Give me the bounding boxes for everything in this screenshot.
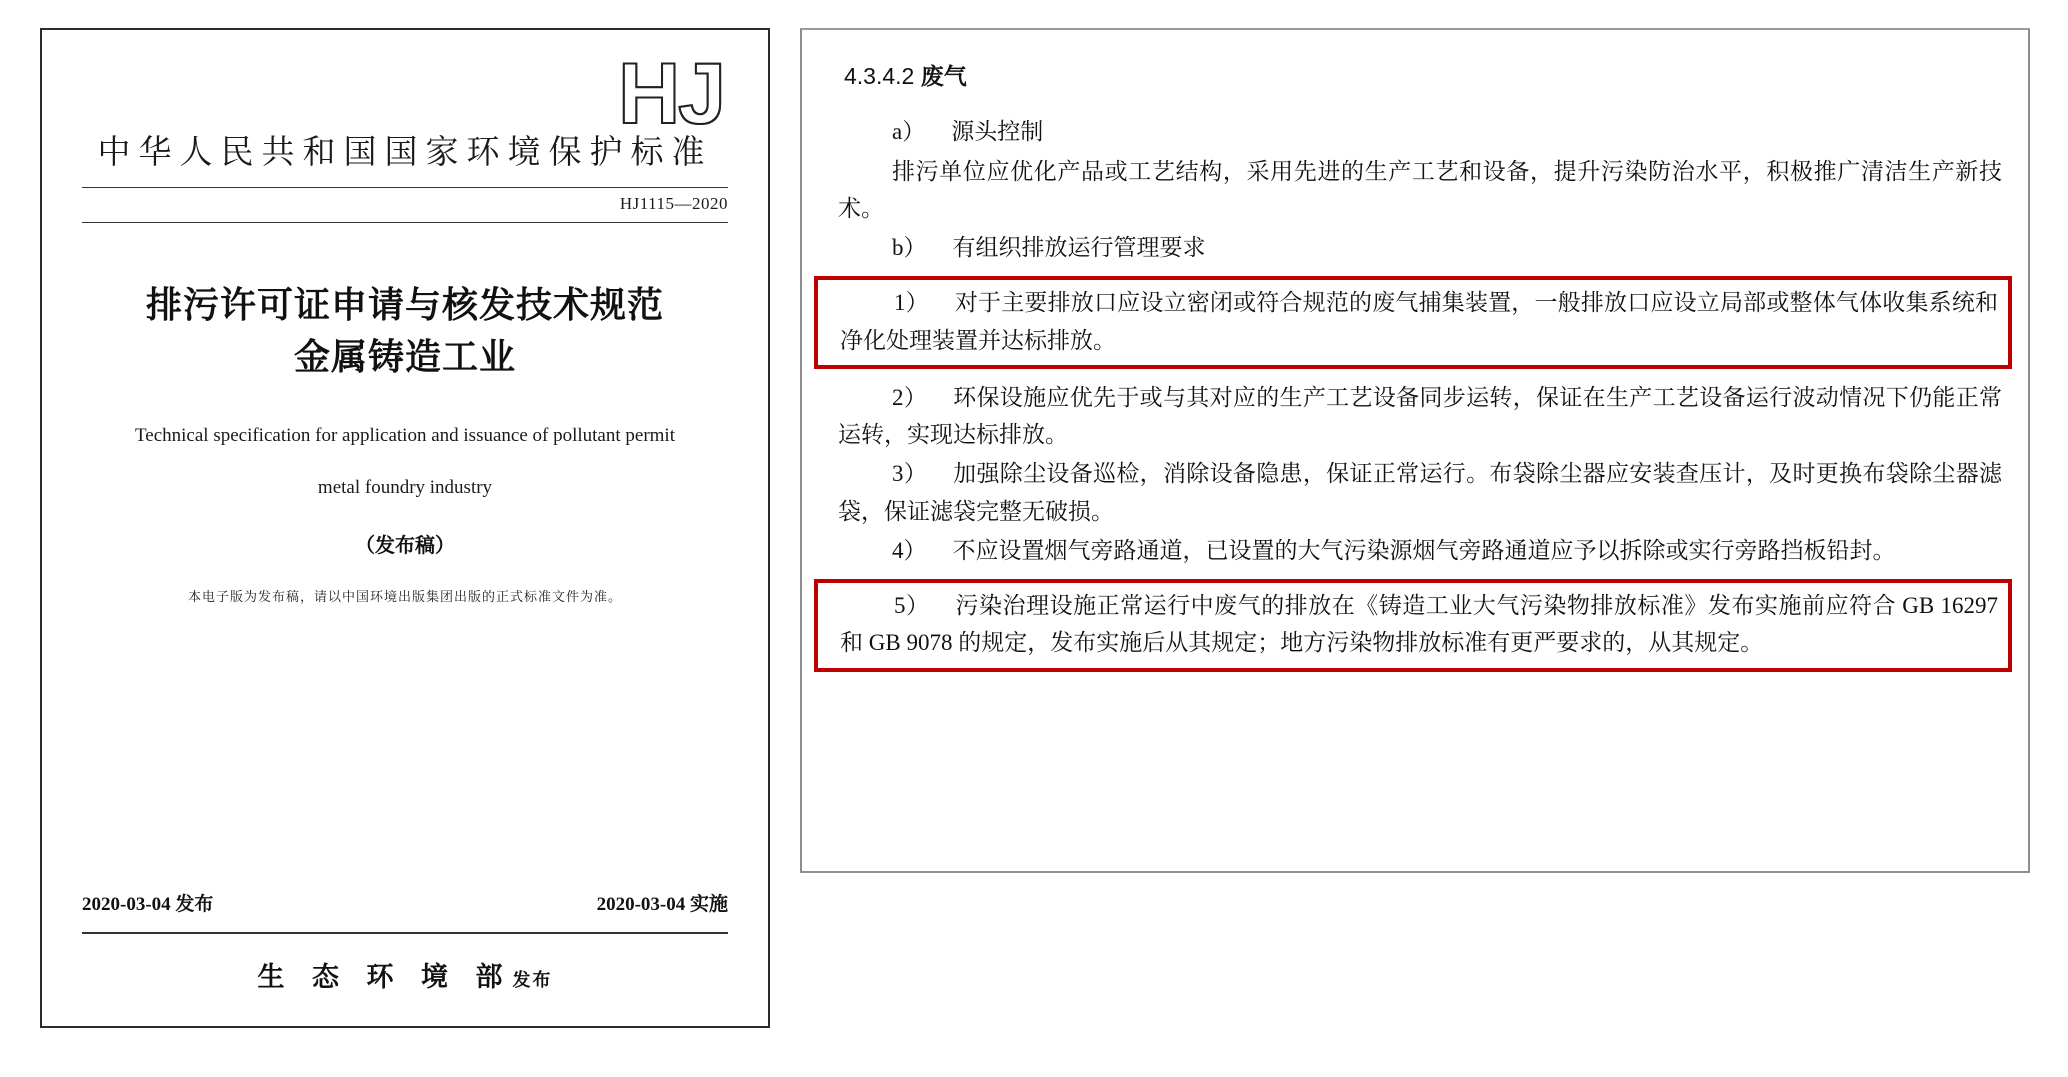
item-text: 有组织排放运行管理要求 bbox=[952, 235, 1206, 260]
cover-english-line2: metal foundry industry bbox=[317, 477, 493, 499]
item-text: 对于主要排放口应设立密闭或符合规范的废气捕集装置，一般排放口应设立局部或整体气体收集系统和净化处理装置并达标排放。 bbox=[840, 290, 1999, 353]
section-number: 4.3.4.2 bbox=[844, 63, 915, 89]
standard-code: HJ1115—2020 bbox=[619, 193, 728, 213]
cover-note: 本电子版为发布稿，请以中国环境出版集团出版的正式标准文件为准。 bbox=[187, 589, 622, 605]
cover-date-row bbox=[82, 889, 728, 916]
item-label: 4） bbox=[892, 537, 927, 563]
cover-divider-bottom bbox=[82, 932, 728, 934]
paragraph: 排污单位应优化产品或工艺结构，采用先进的生产工艺和设备，提升污染防治水平，积极推广清洁生产新技术。 bbox=[838, 158, 2002, 221]
item-text: 加强除尘设备巡检，消除设备隐患，保证正常运行。布袋除尘器应安装查压计，及时更换布袋除尘器滤袋，保证滤袋完整无破损。 bbox=[838, 461, 2003, 524]
list-item bbox=[838, 379, 2002, 454]
list-item bbox=[838, 532, 2002, 569]
cover-english-line1: Technical specification for application and issuance of pollutant permit bbox=[135, 425, 675, 447]
section-heading bbox=[844, 58, 2002, 95]
item-label: 3） bbox=[892, 461, 928, 487]
list-item bbox=[840, 587, 1998, 662]
list-item bbox=[840, 284, 1998, 359]
list-item bbox=[838, 229, 2002, 266]
document-excerpt-page bbox=[800, 28, 2030, 873]
issuer-name: 生 态 环 境 部 bbox=[257, 962, 513, 992]
cover-title-line1: 排污许可证申请与核发技术规范 bbox=[145, 283, 664, 325]
issuer-suffix: 发布 bbox=[512, 970, 553, 990]
effective-date: 2020-03-04 实施 bbox=[596, 894, 728, 915]
issue-date: 2020-03-04 发布 bbox=[82, 894, 214, 915]
section-title: 废气 bbox=[920, 63, 967, 89]
item-label: b） bbox=[892, 235, 927, 260]
cover-divider-top bbox=[82, 187, 728, 188]
list-item bbox=[838, 113, 2002, 150]
highlight-box bbox=[814, 276, 2012, 369]
item-text: 环保设施应优先于或与其对应的生产工艺设备同步运转，保证在生产工艺设备运行波动情况下仍能正常运转，实现达标排放。 bbox=[838, 384, 2003, 447]
highlight-box bbox=[814, 579, 2012, 672]
cover-divider-second bbox=[82, 222, 728, 223]
item-label: 1） bbox=[894, 290, 929, 316]
cover-title-line2: 金属铸造工业 bbox=[293, 335, 516, 377]
nation-standard-line: 中华人民共和国国家环境保护标准 bbox=[97, 134, 713, 171]
item-label: 5） bbox=[894, 593, 930, 618]
item-text: 不应设置烟气旁路通道，已设置的大气污染源烟气旁路通道应予以拆除或实行旁路挡板铅封。 bbox=[952, 537, 1896, 563]
hj-logo: HJ bbox=[618, 46, 724, 142]
cover-draft-mark: （发布稿） bbox=[355, 535, 455, 558]
item-text: 污染治理设施正常运行中废气的排放在《铸造工业大气污染物排放标准》发布实施前应符合 GB 16297 和 GB 9078 的规定，发布实施后从其规定；地方污染物排放标准有更严要求的，从其规定。 bbox=[840, 593, 1999, 656]
cover-issuer bbox=[42, 955, 768, 994]
item-text: 源头控制 bbox=[951, 119, 1044, 145]
item-label: a） bbox=[892, 119, 926, 145]
item-label: 2） bbox=[892, 384, 928, 410]
list-item bbox=[838, 455, 2002, 530]
standard-cover-page bbox=[40, 28, 770, 1028]
